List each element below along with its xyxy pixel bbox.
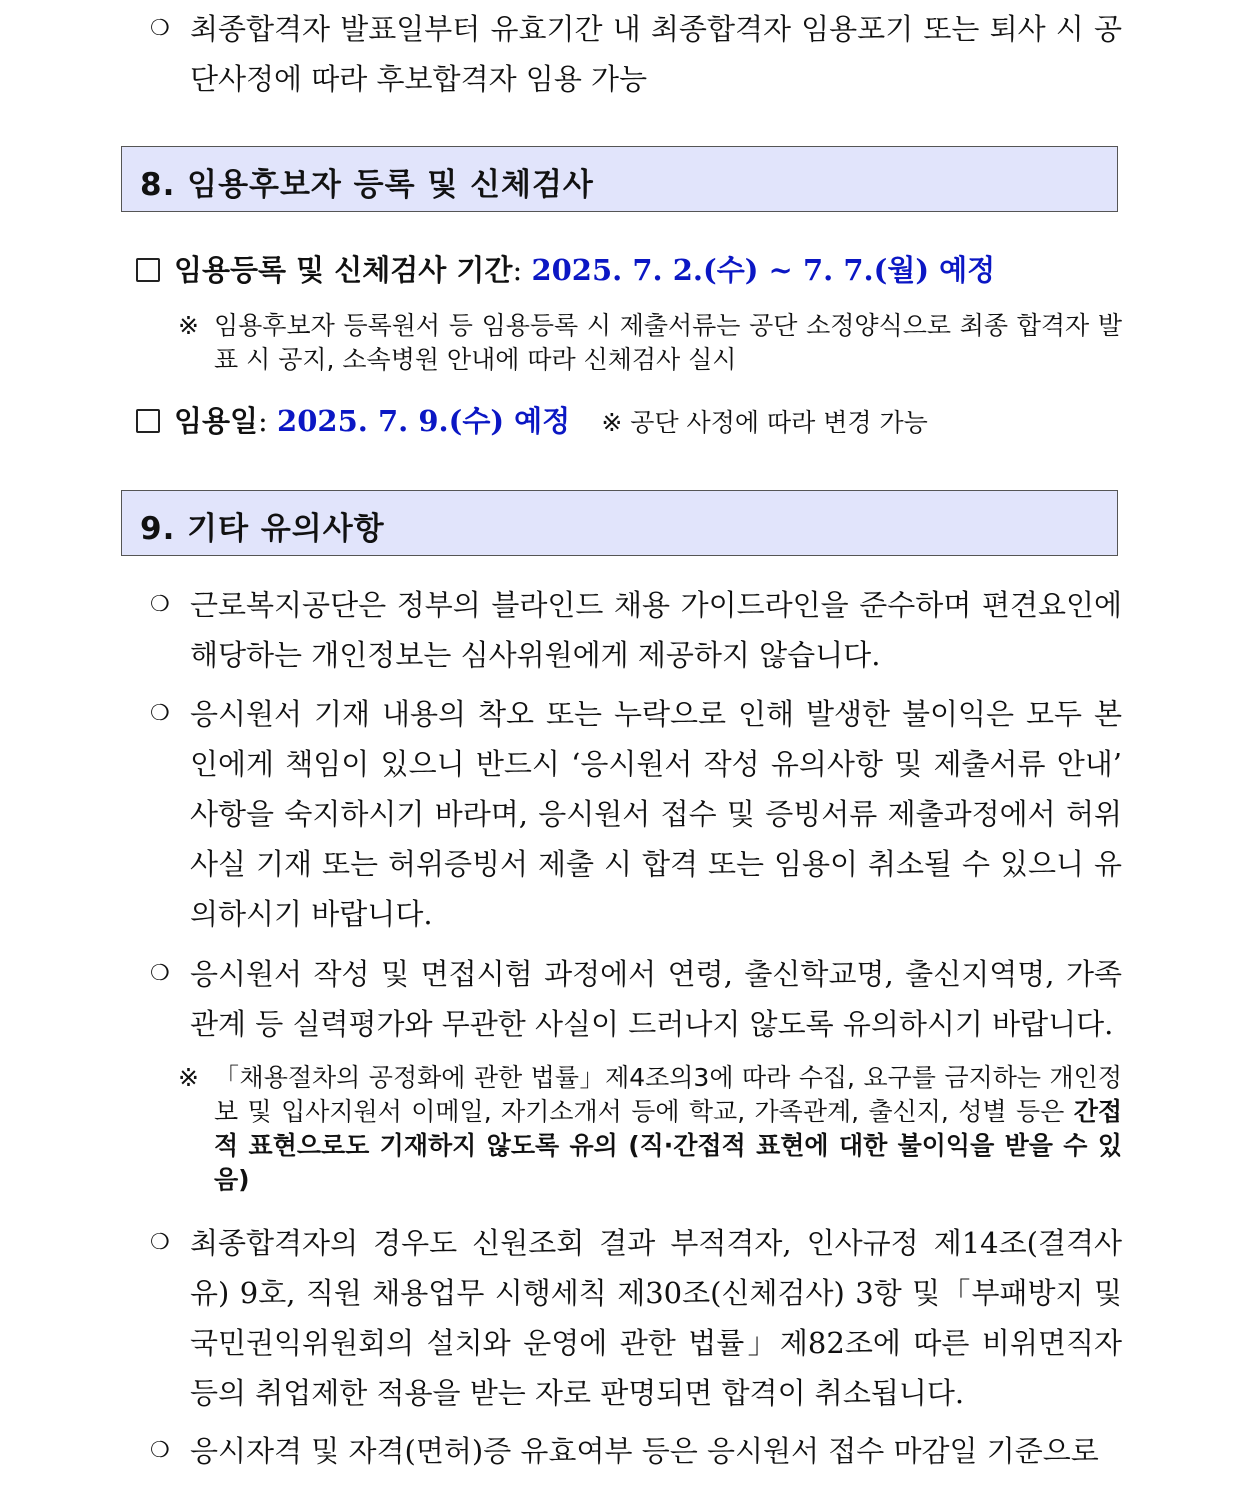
appointment-date-label: 임용일 <box>174 404 259 438</box>
checkbox-square-icon <box>136 409 160 433</box>
circle-bullet-icon: ❍ <box>150 592 170 617</box>
fair-hiring-law-note <box>178 1061 1122 1197</box>
notice-item-blind-hiring <box>150 580 1122 680</box>
section-8-header <box>121 146 1118 212</box>
note-plain-text: 「채용절차의 공정화에 관한 법률」제4조의3에 따라 수집, 요구를 금지하는 개인정보 및 입사지원서 이메일, 자기소개서 등에 학교, 가족관계, 출신지, 성별 등은 <box>214 1063 1122 1126</box>
section-8-title: 8. 임용후보자 등록 및 신체검사 <box>140 167 594 203</box>
registration-note-text: 임용후보자 등록원서 등 임용등록 시 제출서류는 공단 소정양식으로 최종 합격자 발표 시 공지, 소속병원 안내에 따라 신체검사 실시 <box>214 311 1122 374</box>
notice-item-application-errors <box>150 689 1122 939</box>
circle-bullet-icon: ❍ <box>150 1438 170 1463</box>
circle-bullet-icon: ❍ <box>150 16 170 41</box>
section-9-header <box>121 490 1118 556</box>
appointment-date-item <box>136 401 928 443</box>
intro-item-text: 최종합격자 발표일부터 유효기간 내 최종합격자 임용포기 또는 퇴사 시 공단사정에 따라 후보합격자 임용 가능 <box>190 12 1122 96</box>
notice-item-license-validity <box>150 1426 1122 1476</box>
notice-item-text: 응시원서 기재 내용의 착오 또는 누락으로 인해 발생한 불이익은 모두 본인에게 책임이 있으니 반드시 ‘응시원서 작성 유의사항 및 제출서류 안내’ 사항을 숙지하시기 바라며, 응시원서 접수 및 증빙서류 제출과정에서 허위사실 기재 또는 허위증빙서 제출 시 합격 또는 임용이 취소될 수 있으니 유의하시기 바랍니다. <box>190 697 1122 931</box>
intro-list-item <box>150 4 1122 104</box>
notice-item-disqualification <box>150 1218 1122 1418</box>
notice-item-text: 근로복지공단은 정부의 블라인드 채용 가이드라인을 준수하며 편견요인에 해당하는 개인정보는 심사위원에게 제공하지 않습니다. <box>190 588 1122 672</box>
circle-bullet-icon: ❍ <box>150 961 170 986</box>
appointment-date-note: ※ 공단 사정에 따라 변경 가능 <box>601 408 928 437</box>
reference-mark-icon: ※ <box>178 1063 199 1092</box>
reference-mark-icon: ※ <box>178 311 199 340</box>
section-9-title: 9. 기타 유의사항 <box>140 511 385 547</box>
appointment-date-value: 2025. 7. 9.(수) 예정 <box>277 404 571 438</box>
fair-hiring-law-note-text <box>214 1061 1122 1197</box>
note-bold-text: 간접적 표현으로도 기재하지 않도록 유의 (직·간접적 표현에 대한 불이익을 받을 수 있음) <box>214 1097 1122 1194</box>
circle-bullet-icon: ❍ <box>150 1230 170 1255</box>
notice-item-text: 응시원서 작성 및 면접시험 과정에서 연령, 출신학교명, 출신지역명, 가족관계 등 실력평가와 무관한 사실이 드러나지 않도록 유의하시기 바랍니다. <box>190 957 1122 1041</box>
registration-period-value: 2025. 7. 2.(수) ~ 7. 7.(월) 예정 <box>531 253 996 287</box>
circle-bullet-icon: ❍ <box>150 701 170 726</box>
colon: : <box>512 253 523 287</box>
registration-note <box>178 309 1122 377</box>
notice-item-personal-info <box>150 949 1122 1049</box>
colon: : <box>258 404 268 438</box>
checkbox-square-icon <box>136 258 160 282</box>
registration-period-item <box>136 250 995 290</box>
notice-item-text: 최종합격자의 경우도 신원조회 결과 부적격자, 인사규정 제14조(결격사유) 9호, 직원 채용업무 시행세칙 제30조(신체검사) 3항 및「부패방지 및 국민권익위원회의 설치와 운영에 관한 법률」제82조에 따른 비위면직자 등의 취업제한 적용을 받는 자로 판명되면 합격이 취소됩니다. <box>190 1226 1122 1410</box>
registration-period-label: 임용등록 및 신체검사 기간 <box>174 253 513 287</box>
notice-item-text: 응시자격 및 자격(면허)증 유효여부 등은 응시원서 접수 마감일 기준으로 <box>190 1434 1099 1468</box>
